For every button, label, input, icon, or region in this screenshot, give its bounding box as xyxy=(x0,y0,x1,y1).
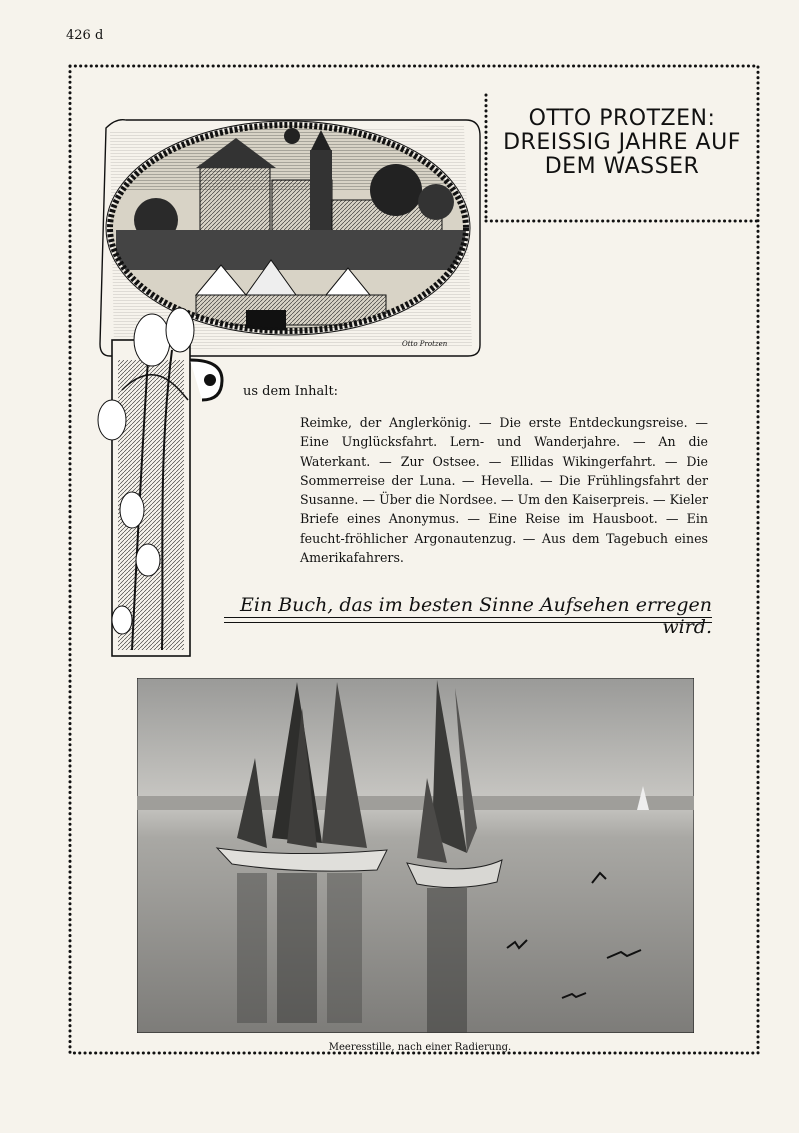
slogan: Ein Buch, das im besten Sinne Aufsehen erregen wird. xyxy=(240,594,712,638)
engraving-signature: Otto Protzen xyxy=(402,340,448,348)
title-box xyxy=(484,93,760,223)
page-number: 426 d xyxy=(66,28,104,43)
title-line-1: OTTO PROTZEN: xyxy=(528,106,716,131)
title-line-2: DREISSIG JAHRE AUF xyxy=(503,130,741,155)
image-caption: Meeresstille, nach einer Radierung. xyxy=(328,1042,512,1053)
table-of-contents xyxy=(300,413,708,567)
sailboats-etching xyxy=(137,678,694,1033)
title-line-3: DEM WASSER xyxy=(544,154,700,179)
contents-intro: us dem Inhalt: xyxy=(243,384,339,399)
decorative-initial-a xyxy=(92,300,224,660)
slogan-underline xyxy=(224,617,712,623)
book-title xyxy=(484,107,760,179)
contents-text: Reimke, der Anglerkönig. — Die erste Entdeckungsreise. — Eine Unglücksfahrt. Lern- und Wanderjahre. — An die Waterkant. — Zur Ostsee. — Ellidas Wikingerfahrt. — Die Sommerreise der Luna. — Hevella. — Die Frühlingsfahrt der Susanne. — Über die Nordsee. — Um den Kaiserpreis. — Kieler Briefe eines Anonymus. — Eine Reise im Hausboot. — Ein feucht-fröhlicher Argonautenzug. — Aus dem Tagebuch eines Amerikafahrers. xyxy=(300,415,708,566)
